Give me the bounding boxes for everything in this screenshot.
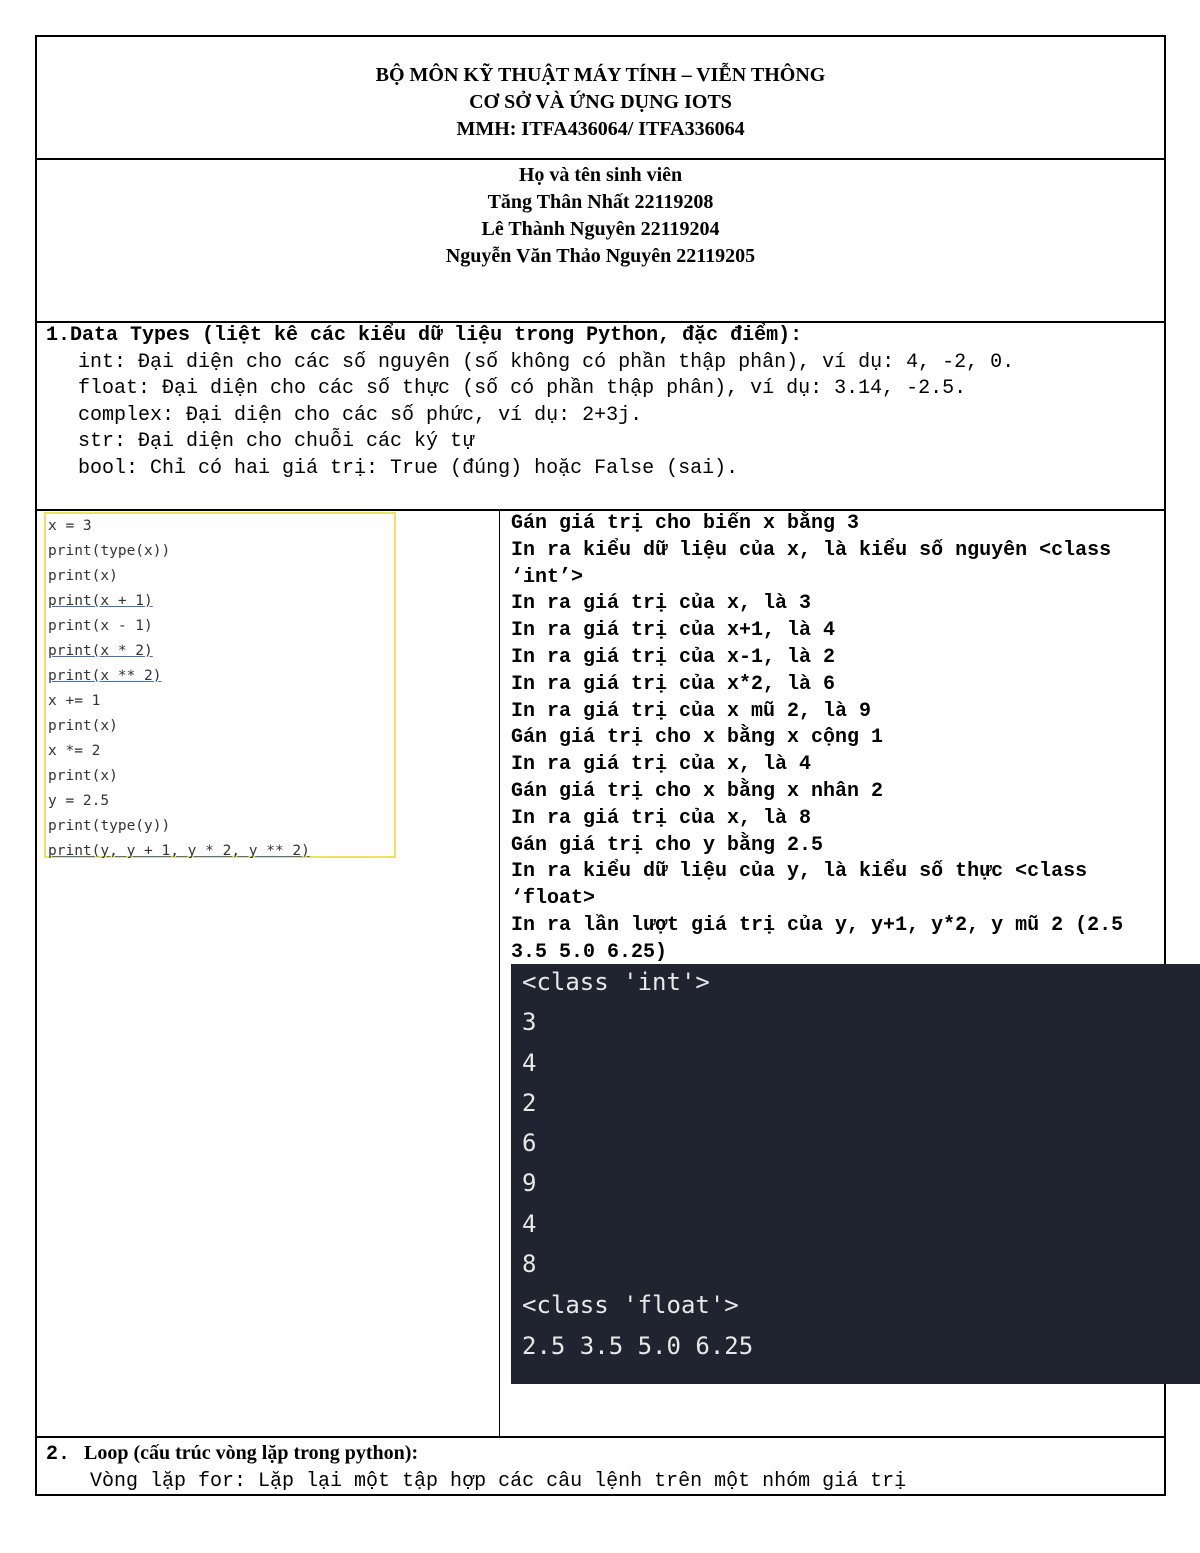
code-explanations bbox=[511, 511, 1161, 967]
code-line: print(x * 2) bbox=[48, 643, 153, 659]
code-line: print(x) bbox=[48, 568, 118, 584]
section-number: 2. bbox=[46, 1443, 71, 1466]
output-line: 2.5 3.5 5.0 6.25 bbox=[522, 1332, 754, 1360]
code-line: print(type(y)) bbox=[48, 818, 171, 834]
students-heading: Họ và tên sinh viên bbox=[518, 164, 683, 186]
explanation-line: In ra giá trị của x*2, là 6 bbox=[511, 672, 836, 696]
explanation-line: Gán giá trị cho biến x bằng 3 bbox=[511, 512, 860, 535]
divider bbox=[35, 158, 1166, 160]
code-line: print(type(x)) bbox=[48, 543, 171, 559]
output-line: <class 'int'> bbox=[522, 968, 710, 996]
code-line: x *= 2 bbox=[48, 743, 101, 759]
course-code: MMH: ITFA436064/ ITFA336064 bbox=[456, 118, 745, 140]
list-item: complex: Đại diện cho các số phức, ví dụ: 2+3j. bbox=[78, 403, 643, 427]
student-name: Nguyễn Văn Thảo Nguyên 22119205 bbox=[445, 245, 756, 267]
explanation-line: Gán giá trị cho y bằng 2.5 bbox=[511, 833, 824, 857]
code-line: print(x + 1) bbox=[48, 593, 153, 609]
output-line: 3 bbox=[522, 1008, 537, 1036]
student-name: Tăng Thân Nhất 22119208 bbox=[487, 191, 714, 213]
section-title: 1.Data Types (liệt kê các kiểu dữ liệu trong Python, đặc điểm): bbox=[46, 324, 803, 347]
code-line: x += 1 bbox=[48, 693, 101, 709]
terminal-output bbox=[511, 964, 1200, 1384]
explanation-line: In ra kiểu dữ liệu của x, là kiểu số nguyên <class ‘int’> bbox=[511, 538, 1124, 589]
section-loop bbox=[46, 1440, 1156, 1495]
list-item: float: Đại diện cho các số thực (số có phần thập phân), ví dụ: 3.14, -2.5. bbox=[78, 377, 967, 401]
department-title: BỘ MÔN KỸ THUẬT MÁY TÍNH – VIỄN THÔNG bbox=[375, 64, 826, 86]
student-name: Lê Thành Nguyên 22119204 bbox=[481, 218, 720, 240]
output-line: 9 bbox=[522, 1169, 537, 1197]
output-line: 8 bbox=[522, 1250, 537, 1278]
explanation-line: In ra giá trị của x, là 3 bbox=[511, 592, 812, 616]
explanation-line: Gán giá trị cho x bằng x nhân 2 bbox=[511, 779, 884, 803]
output-line: 2 bbox=[522, 1089, 537, 1117]
code-line: print(x - 1) bbox=[48, 618, 153, 634]
explanation-line: In ra giá trị của x+1, là 4 bbox=[511, 619, 836, 643]
explanation-line: In ra kiểu dữ liệu của y, là kiểu số thực <class ‘float> bbox=[511, 860, 1100, 911]
section-text: Vòng lặp for: Lặp lại một tập hợp các câu lệnh trên một nhóm giá trị bbox=[90, 1470, 907, 1493]
code-snippet bbox=[44, 512, 396, 858]
section-data-types bbox=[46, 323, 1156, 483]
output-line: <class 'float'> bbox=[522, 1291, 739, 1319]
column-divider bbox=[499, 510, 500, 1436]
section-title: Loop (cấu trúc vòng lặp trong python): bbox=[84, 1442, 419, 1464]
explanation-line: In ra giá trị của x, là 4 bbox=[511, 753, 812, 777]
code-line: y = 2.5 bbox=[48, 793, 110, 809]
output-line: 6 bbox=[522, 1129, 537, 1157]
explanation-line: In ra giá trị của x mũ 2, là 9 bbox=[511, 699, 872, 723]
document-header bbox=[37, 62, 1164, 143]
explanation-line: Gán giá trị cho x bằng x cộng 1 bbox=[511, 726, 884, 750]
code-line: print(y, y + 1, y * 2, y ** 2) bbox=[48, 843, 310, 859]
list-item: bool: Chỉ có hai giá trị: True (đúng) hoặc False (sai). bbox=[78, 456, 739, 480]
code-line: x = 3 bbox=[48, 518, 92, 534]
code-line: print(x) bbox=[48, 718, 118, 734]
list-item: str: Đại diện cho chuỗi các ký tự bbox=[78, 430, 475, 454]
explanation-line: In ra giá trị của x, là 8 bbox=[511, 806, 812, 830]
code-line: print(x) bbox=[48, 768, 118, 784]
output-line: 4 bbox=[522, 1049, 537, 1077]
explanation-line: In ra lần lượt giá trị của y, y+1, y*2, y mũ 2 (2.5 3.5 5.0 6.25) bbox=[511, 913, 1136, 964]
divider bbox=[35, 1436, 1166, 1438]
output-line: 4 bbox=[522, 1210, 537, 1238]
course-title: CƠ SỞ VÀ ỨNG DỤNG IOTS bbox=[469, 91, 732, 113]
explanation-line: In ra giá trị của x-1, là 2 bbox=[511, 645, 836, 669]
code-line: print(x ** 2) bbox=[48, 668, 162, 684]
list-item: int: Đại diện cho các số nguyên (số không có phần thập phân), ví dụ: 4, -2, 0. bbox=[78, 350, 1015, 374]
student-list bbox=[37, 162, 1164, 270]
